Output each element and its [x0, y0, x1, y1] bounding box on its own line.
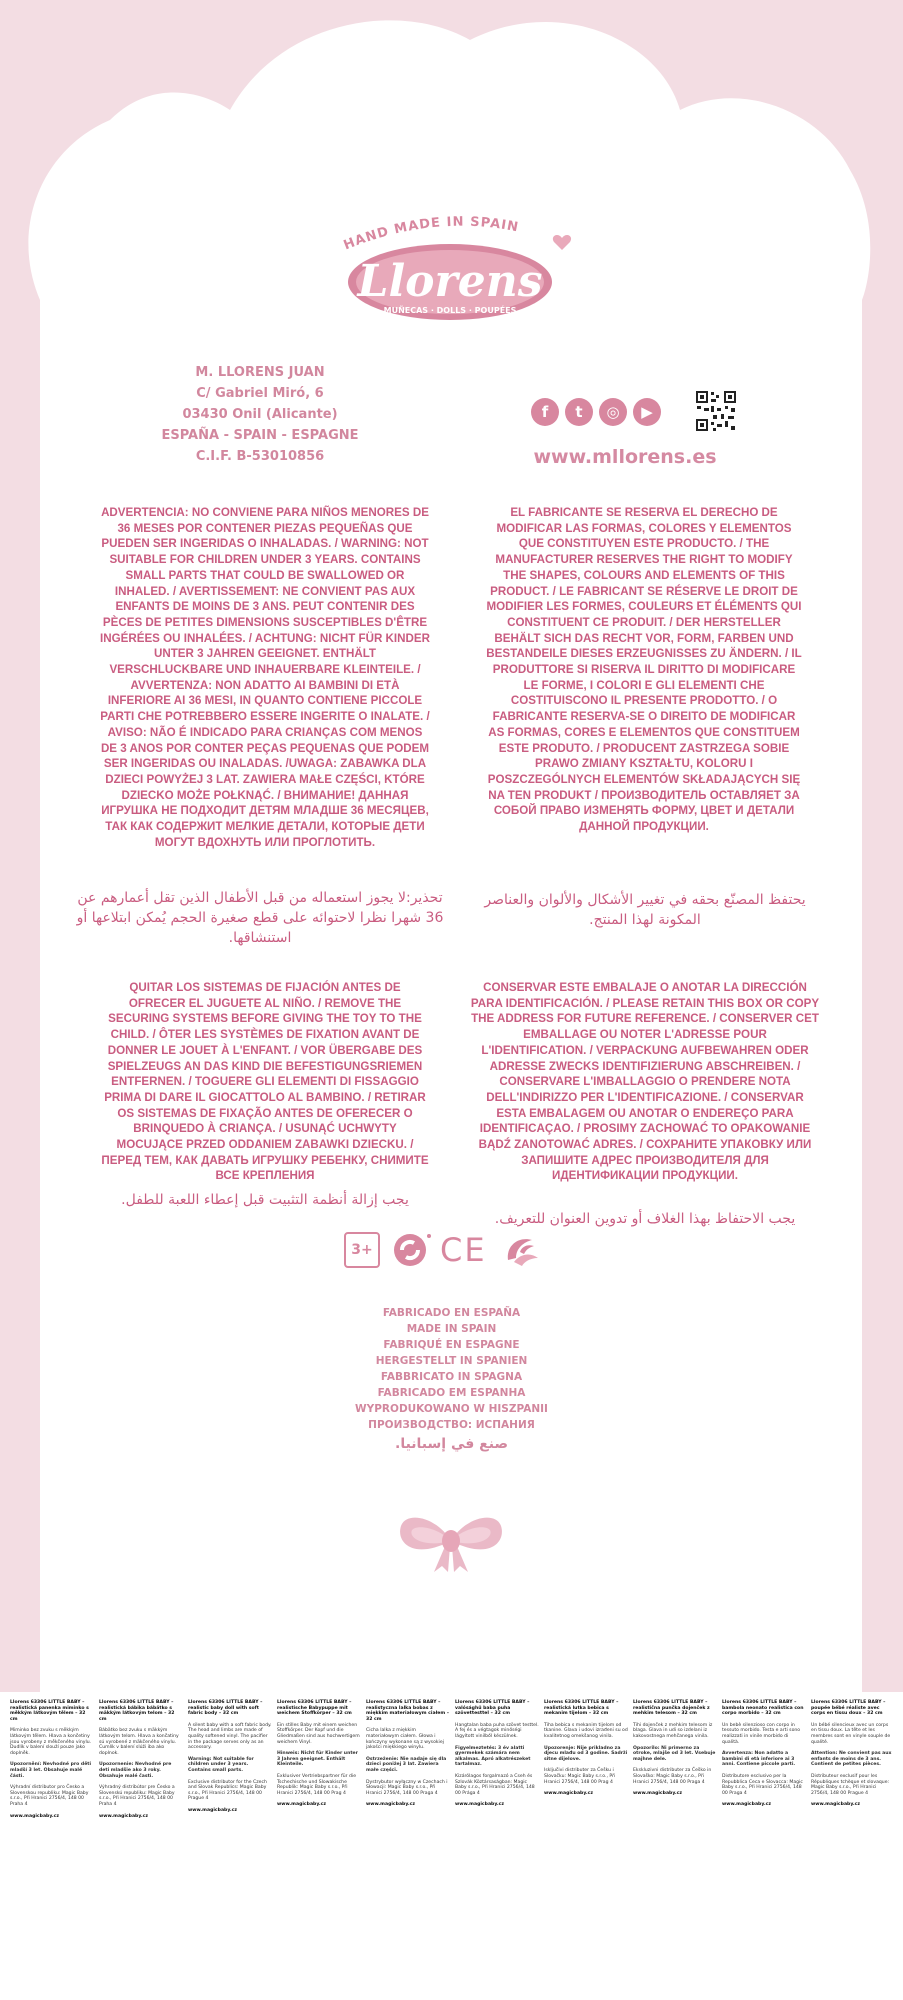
distributor-url[interactable]: www.magicbaby.cz [277, 1802, 327, 1808]
product-title: Llorens 63306 LITTLE BABY – realistická bábika bábätko s mäkkým látkovým telom – 32 cm [99, 1700, 175, 1722]
made-in-line: FABRIQUÉ EN ESPAGNE [383, 1339, 520, 1351]
made-in-line: FABRICADO EN ESPAÑA [382, 1307, 521, 1319]
warning-text: ADVERTENCIA: NO CONVIENE PARA NIÑOS MENORES DE 36 MESES POR CONTENER PIEZAS PEQUEÑAS QUE PUEDEN SER INGERIDAS O INHALADAS. / WARNING: NOT SUITABLE FOR CHILDREN UNDER 3 YEARS. CONTAINS SMALL PARTS THAT COULD BE SWALLOWED OR INHALED. / AVERTISSEMENT: NE CONVIENT PAS AUX ENFANTS DE MOINS DE 3 ANS. PEUT CONTENIR DES PÈCES DE PETITES DIMENSIONS SUSCEPTIBLES D'ÊTRE INGÉRÉES OU INHALÉES. / ACHTUNG: NICHT FÜR KINDER UNTER 3 JAHREN GEEIGNET. ENTHÄLT VERSCHLUCKBARE UND INHAUERBARE KLEINTEILE. / AVVERTENZA: NON ADATTO AI BAMBINI DI ETÀ INFERIORE AI 36 MESI, IN QUANTO CONTIENE PICCOLE PARTI CHE POTREBBERO ESSERE INGERITE O INALATE. / AVISO: NÃO É INDICADO PARA CRIANÇAS COM MENOS DE 3 ANOS POR CONTER PEÇAS PEQUENAS QUE PODEM SER INGERIDAS OU INALADAS. /UWAGA: ZABAWKA DLA DZIECI POWYŻEJ 3 LAT. ZAWIERA MAŁE CZĘŚCI, KTÓRE DZIECKO MOŻE POŁKNĄĆ. / ВНИМАНИЕ! ДАННАЯ ИГРУШКА НЕ ПОДХОДИТ ДЕТЯМ МЛАДШЕ 36 МЕСЯЦЕВ, ТАК КАК СОДЕРЖИТ МЕЛКИЕ ДЕТАЛИ, КОТОРЫЕ ДЕТИ МОГУТ ВДОХНУТЬ ИЛИ ПРОГЛОТИТЬ. [100, 506, 431, 849]
distributor-url[interactable]: www.magicbaby.cz [99, 1813, 149, 1819]
distributor-url[interactable]: www.magicbaby.cz [811, 1802, 861, 1808]
keep-text: CONSERVAR ESTE EMBALAJE O ANOTAR LA DIRECCIÓN PARA IDENTIFICACIÓN. / PLEASE RETAIN THIS BOX OR COPY THE ADDRESS FOR FUTURE REFERENCE. / CONSERVER CET EMBALLAGE OU NOTER L'ADRESSE POUR L'IDENTIFICATION. / VERPACKUNG AUFBEWAHREN ODER ADRESSE ZWECKS IDENTIFIZIERUNG ABSCHREIBEN. / CONSERVARE L'IMBALLAGGIO O PRENDERE NOTA DELL'INDIRIZZO PER L'IDENTIFICAZIONE. / CONSERVAR ESTA EMBALAGEM OU ANOTAR O ENDEREÇO PARA IDENTIFICAÇAO. / PROSIMY ZACHOWAĆ TO OPAKOWANIE BĄDŹ ZANOTOWAĆ ADRES. / СОХРАНИТЕ УПАКОВКУ ИЛИ ЗАПИШИТЕ АДРЕС ПРОИЗВОДИТЕЛЯ ДЛЯ ИДЕНТИФИКАЦИИ ПРОДУКЦИИ. [470, 981, 820, 1183]
company-address [130, 362, 390, 467]
distributor-column [811, 1700, 895, 1814]
product-warning: Upozorenje: Nije prikladno za djecu mlađu od 3 godine. Sadrži sitne dijelove. [544, 1745, 628, 1762]
address-line: 03430 Onil (Alicante) [182, 407, 338, 422]
website-link[interactable]: www.mllorens.es [533, 446, 717, 468]
distributor-info: Výhradní distributor pro Česko a Slovenskou republiku: Magic Baby s.r.o., Při Hranici 2756/4, 148 00 Praha 4 [10, 1785, 89, 1807]
keep-arabic: يجب الاحتفاظ بهذا الغلاف أو تدوين العنوان للتعريف. [494, 1211, 796, 1227]
product-title: Llorens 63306 LITTLE BABY – realistična punčka dojenček z mehkim telesom – 32 cm [633, 1700, 710, 1717]
green-dot-icon [392, 1232, 432, 1268]
distributor-url[interactable]: www.magicbaby.cz [10, 1813, 60, 1819]
made-in-line: FABRICADO EM ESPANHA [377, 1387, 526, 1399]
product-title: Llorens 63306 LITTLE BABY – valósághű baba puha szövettesttel – 32 cm [455, 1700, 530, 1717]
made-in-line: صنع في إسبانيا. [395, 1436, 508, 1452]
made-in-list [300, 1305, 603, 1455]
distributor-column [455, 1700, 539, 1814]
distributor-column [99, 1700, 183, 1825]
fixing-text: QUITAR LOS SISTEMAS DE FIJACIÓN ANTES DE OFRECER EL JUGUETE AL NIÑO. / REMOVE THE SECURING SYSTEMS BEFORE GIVING THE TOY TO THE CHILD. / ÔTER LES SYSTÈMES DE FIXATION AVANT DE DONNER LE JOUET À L'ENFANT. / VOR ÜBERGABE DES SPIELZEUGS AN DAS KIND DIE BEFESTIGUNGSRIEMEN ENTFERNEN. / TOGUERE GLI ELEMENTI DI FISSAGGIO PRIMA DI DARE IL GIOCATTOLO AL BAMBINO. / RETIRAR OS SISTEMAS DE FIXAÇÃO ANTES DE OFERECER O BRINQUEDO À CRIANÇA. / USUNĄĆ UCHWYTY MOCUJĄCE PRZED ODDANIEM ZABAWKI DZIECKU. / ПЕРЕД ТЕМ, КАК ДАВАТЬ ИГРУШКУ РЕБЕНКУ, СНИМИТЕ ВСЕ КРЕПЛЕНИЯ [101, 981, 429, 1183]
distributor-info: Ekskluzivni distributer za Češko in Slovaško: Magic Baby s.r.o., Při Hranici 2756/4, 148 00 Praga 4 [633, 1768, 712, 1785]
ce-mark-icon: CE [440, 1231, 487, 1269]
product-title: Llorens 63306 LITTLE BABY – poupée bébé réaliste avec corps en tissu doux – 32 cm [811, 1700, 886, 1717]
logo-brand: Llorens [357, 256, 543, 307]
address-line: C.I.F. B-53010856 [195, 449, 325, 464]
product-title: Llorens 63306 LITTLE BABY – bambola neonato realistica con corpo morbido – 32 cm [722, 1700, 804, 1717]
distributor-url[interactable]: www.magicbaby.cz [722, 1802, 772, 1808]
instagram-icon[interactable]: ◎ [599, 398, 627, 426]
product-description: Tihi dojenček z mehkim telesom iz blaga. Glava in udi so izdelani iz kakovostnega mehčanega vinila. [633, 1722, 713, 1739]
product-warning: Hinweis: Nicht für Kinder unter 3 Jahren geeignet. Enthält Kleinteile. [277, 1751, 358, 1768]
qr-code-icon [695, 390, 737, 432]
rights-text: EL FABRICANTE SE RESERVA EL DERECHO DE MODIFICAR LAS FORMAS, COLORES Y ELEMENTOS QUE CONSTITUYEN ESTE PRODUCTO. / THE MANUFACTURER RESERVES THE RIGHT TO MODIFY THE SHAPES, COLOURS AND ELEMENTS OF THIS PRODUCT. / LE FABRICANT SE RÉSERVE LE DROIT DE MODIFIER LES FORMES, COULEURS ET ÉLÉMENTS QUI CONSTITUENT CE PRODUIT. / DER HERSTELLER BEHÄLT SICH DAS RECHT VOR, FORM, FARBEN UND BESTANDEILE DIESES ERZEUGNISSES ZU ÄNDERN. / IL PRODUTTORE SI RISERVA IL DIRITTO DI MODIFICARE LE FORME, I COLORI E GLI ELEMENTI CHE COSTITUISCONO IL PRESENTE PRODOTTO. / O FABRICANTE RESERVA-SE O DIREITO DE MODIFICAR AS FORMAS, CORES E ELEMENTOS QUE CONSTITUEM ESTE PRODUTO. / PRODUCENT ZASTRZEGA SOBIE PRAWO ZMIANY KSZTAŁTU, KOLORU I POSZCZEGÓLNYCH ELEMENTÓW SKŁADAJĄCYCH SIĘ NA TEN PRODUKT / ПРОИЗВОДИТЕЛЬ ОСТАВЛЯЕТ ЗА СОБОЙ ПРАВО ИЗМЕНЯТЬ ФОРМУ, ЦВЕТ И ДЕТАЛИ ДАННОЙ ПРОДУКЦИИ. [486, 506, 802, 834]
product-warning: Upozornenie: Nevhodné pre deti mladšie ako 3 roky. Obsahuje malé časti. [99, 1762, 172, 1779]
rights-arabic: يحتفظ المصنّع بحقه في تغيير الأشكال والألوان والعناصر المكونة لهذا المنتج. [484, 892, 806, 928]
logo-graphic [300, 210, 600, 330]
distributor-info: Distributeur exclusif pour les Républiques tchèque et slovaque: Magic Baby s.r.o., Při Hranici 2756/4, 148 00 Prague 4 [811, 1773, 890, 1796]
made-in-line: FABBRICATO IN SPAGNA [380, 1371, 523, 1383]
distributor-column [277, 1700, 361, 1814]
age-3-plus-icon: 3+ [344, 1232, 380, 1268]
youtube-icon[interactable]: ▶ [633, 398, 661, 426]
made-in-line: MADE IN SPAIN [406, 1323, 497, 1335]
product-title: Llorens 63306 LITTLE BABY – realistická lutka bebica s mekanim tijelom – 32 cm [544, 1700, 619, 1717]
product-description: Tiha bebica s mekanim tijelom od tkanine. Glava i udovi izrađeni su od kvalitetnog omekšanog vinila. [544, 1722, 628, 1739]
product-warning: Upozornění: Nevhodné pro děti mladší 3 let. Obsahuje malé části. [10, 1762, 92, 1779]
distributor-info: Exklusiver Vertriebspartner für die Tschechische und Slowakische Republik: Magic Baby s.r.o., Při Hranici 2756/4, 148 00 Prag 4 [277, 1773, 357, 1796]
facebook-icon[interactable]: f [531, 398, 559, 426]
distributor-url[interactable]: www.magicbaby.cz [455, 1802, 505, 1808]
distributor-info: Distributore esclusivo per la Repubblica Ceca e Slovacca: Magic Baby s.r.o., Při Hranici 2756/4, 148 00 Praga 4 [722, 1773, 803, 1796]
recycle-swirl-icon [502, 1232, 542, 1268]
distributor-info: Exclusive distributor for the Czech and Slovak Republics: Magic Baby s.r.o., Při Hranici 2756/4, 148 00 Prague 4 [188, 1779, 267, 1802]
made-in-line: WYPRODUKOWANO W HISZPANII [355, 1403, 548, 1415]
product-title: Llorens 63306 LITTLE BABY – realistyczna lalka bobas z miękkim materiałowym ciałem – 32 cm [366, 1700, 450, 1722]
distributor-url[interactable]: www.magicbaby.cz [188, 1807, 238, 1813]
distributor-column [366, 1700, 450, 1814]
product-title: Llorens 63306 LITTLE BABY – realistische Babypuppe mit weichem Stoffkörper – 32 cm [277, 1700, 352, 1717]
logo-subtitle: MUÑECAS · DOLLS · POUPÉES [383, 306, 517, 315]
made-in-line: HERGESTELLT IN SPANIEN [375, 1355, 528, 1367]
distributor-info: Dystrybutor wyłączny w Czechach i Słowacji: Magic Baby s.r.o., Při Hranici 2756/4, 148 00 Praga 4 [366, 1779, 448, 1796]
distributor-info: Výhradný distribútor pre Česko a Slovenskú republiku: Magic Baby s.r.o., Při Hranici 2756/4, 148 00 Praha 4 [99, 1785, 175, 1807]
product-title: Llorens 63306 LITTLE BABY – realistic baby doll with soft fabric body – 32 cm [188, 1700, 263, 1717]
distributor-column [10, 1700, 94, 1825]
product-warning: Attention: Ne convient pas aux enfants de moins de 3 ans. Contient de petites pièces. [811, 1751, 892, 1768]
product-warning: Opozorilo: Ni primerno za otroke, mlajše od 3 let. Vsebuje majhne dele. [633, 1745, 716, 1762]
product-warning: Figyelmeztetés: 3 év alatti gyermekek számára nem alkalmas. Apró alkatrészeket tartalmaz. [455, 1745, 531, 1768]
warning-arabic: تحذير:لا يجوز استعماله من قبل الأطفال الذين تقل أعمارهم عن 36 شهرا نظرا لاحتوائه على قطع صغيرة الحجم يُمكن ابتلاعها أو استنشاقها. [76, 890, 444, 946]
distributor-column [633, 1700, 717, 1803]
product-warning: Warning: Not suitable for children under 3 years. Contains small parts. [188, 1756, 254, 1773]
product-description: Miminko bez zvuku s měkkým látkovým tělem. Hlava a končetiny jsou vyrobeny z měkčeného vinylu. Dudlík v balení slouží pouze jako doplněk. [10, 1728, 92, 1756]
distributor-column [544, 1700, 628, 1803]
product-description: Un bebè silenzioso con corpo in tessuto morbido. Testa e arti sono realizzati in vinile morbido di qualità. [722, 1722, 801, 1745]
address-line: M. LLORENS JUAN [195, 365, 325, 380]
distributor-column [188, 1700, 272, 1820]
twitter-icon[interactable]: t [565, 398, 593, 426]
bow-icon [396, 1506, 506, 1576]
product-description: Bábätko bez zvuku s mäkkým látkovým telom. Hlava a končatiny sú vyrobené z mäkčeného vinylu. Cumlík v balení slúži iba ako doplnok. [99, 1728, 179, 1756]
made-in-line: ПРОИЗВОДСТВО: ИСПАНИЯ [368, 1419, 535, 1431]
distributor-info: Kizárólagos forgalmazó a Cseh és Szlovák Köztársaságban: Magic Baby s.r.o., Při Hranici 2756/4, 148 00 Prága 4 [455, 1773, 535, 1796]
distributor-url[interactable]: www.magicbaby.cz [633, 1791, 683, 1797]
product-description: Un bébé silencieux avec un corps en tissu doux. La tête et les membres sont en vinyle souple de qualité. [811, 1722, 891, 1745]
heart-icon [553, 235, 571, 250]
distributor-url[interactable]: www.magicbaby.cz [544, 1791, 594, 1797]
product-description: Hangtalan baba puha szövet testtel. A fej és a végtagok minőségi lágyított vinilből készülnek. [455, 1722, 539, 1739]
product-warning: Avvertenza: Non adatto a bambini di età inferiore ai 3 anni. Contiene piccole parti. [722, 1751, 796, 1768]
distributor-strip [0, 1692, 903, 2000]
fixing-arabic: يجب إزالة أنظمة التثبيت قبل إعطاء اللعبة للطفل. [121, 1192, 409, 1208]
logo-tagline: HAND MADE IN SPAIN [341, 214, 521, 254]
llorens-logo [300, 210, 600, 330]
distributor-info: Isključivi distributer za Češku i Slovačku: Magic Baby s.r.o., Při Hranici 2756/4, 148 00 Prag 4 [544, 1768, 616, 1785]
address-line: C/ Gabriel Miró, 6 [196, 386, 324, 401]
product-description: Ein stilles Baby mit einem weichen Stoffkörper. Der Kopf und die Gliedmaßen sind aus hochwertigem weichem Vinyl. [277, 1722, 360, 1745]
product-title: Llorens 63306 LITTLE BABY – realistická panenka miminko s měkkým látkovým tělem – 32 cm [10, 1700, 89, 1722]
distributor-url[interactable]: www.magicbaby.cz [366, 1802, 416, 1808]
product-description: Cicha lalka z miękkim materiałowym ciałem. Głowa i kończyny wykonane są z wysokiej jakości miękkiego winylu. [366, 1728, 444, 1751]
address-line: ESPAÑA - SPAIN - ESPAGNE [161, 428, 359, 443]
product-warning: Ostrzeżenie: Nie nadaje się dla dzieci poniżej 3 lat. Zawiera małe części. [366, 1756, 447, 1773]
distributor-column [722, 1700, 806, 1814]
product-description: A silent baby with a soft fabric body. The head and limbs are made of quality softened vinyl. The pacifier in the package serves only as an accessory. [188, 1722, 272, 1751]
